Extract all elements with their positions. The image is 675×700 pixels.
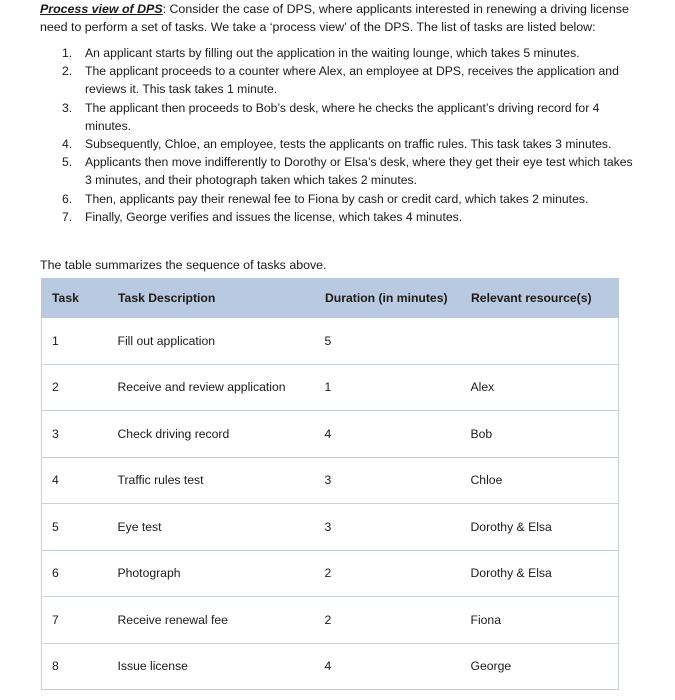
list-text: An applicant starts by filling out the application in the waiting lounge, which takes 5 minutes.	[85, 46, 580, 60]
list-item	[62, 135, 637, 153]
cell-task: 8	[42, 643, 108, 690]
table-row	[42, 318, 619, 365]
list-text: Then, applicants pay their renewal fee to Fiona by cash or credit card, which takes 2 minutes.	[85, 191, 589, 206]
table-row	[42, 504, 619, 551]
table-caption: The table summarizes the sequence of tasks above.	[40, 258, 327, 272]
cell-resource: Dorothy & Elsa	[461, 550, 619, 597]
cell-description: Receive renewal fee	[108, 597, 315, 644]
list-number: 4.	[62, 137, 73, 152]
cell-task: 1	[42, 318, 108, 365]
cell-description: Receive and review application	[108, 364, 315, 411]
cell-resource: Alex	[461, 364, 619, 411]
cell-description: Eye test	[108, 504, 315, 551]
table-row	[42, 364, 619, 411]
list-item	[62, 99, 637, 135]
cell-resource	[461, 318, 619, 365]
table-header-row	[42, 279, 619, 318]
cell-task: 2	[42, 364, 108, 411]
list-item	[62, 153, 637, 189]
cell-duration: 4	[315, 643, 461, 690]
intro-lead: Process view of DPS	[40, 2, 163, 16]
header-description: Task Description	[108, 279, 315, 318]
cell-description: Fill out application	[108, 318, 315, 365]
table-row	[42, 643, 619, 690]
list-number: 3.	[62, 100, 73, 115]
list-item	[62, 62, 637, 98]
list-item	[62, 44, 637, 62]
cell-description: Issue license	[108, 643, 315, 690]
task-table	[41, 278, 619, 690]
list-number: 6.	[62, 191, 73, 206]
cell-duration: 3	[315, 457, 461, 504]
table-row	[42, 411, 619, 458]
cell-duration: 2	[315, 597, 461, 644]
table-row	[42, 457, 619, 504]
cell-description: Photograph	[108, 550, 315, 597]
list-number: 2.	[62, 64, 73, 79]
cell-resource: George	[461, 643, 619, 690]
cell-resource: Dorothy & Elsa	[461, 504, 619, 551]
cell-duration: 2	[315, 550, 461, 597]
list-text: Finally, George verifies and issues the license, which takes 4 minutes.	[85, 209, 463, 224]
cell-duration: 3	[315, 504, 461, 551]
cell-task: 4	[42, 457, 108, 504]
list-number: 5.	[62, 155, 73, 170]
header-resource: Relevant resource(s)	[461, 279, 619, 318]
cell-duration: 1	[315, 364, 461, 411]
cell-task: 7	[42, 597, 108, 644]
cell-task: 3	[42, 411, 108, 458]
cell-description: Check driving record	[108, 411, 315, 458]
header-task: Task	[42, 279, 108, 318]
list-text: The applicant then proceeds to Bob’s desk, where he checks the applicant’s driving record for 4 minutes.	[85, 100, 600, 133]
table-row	[42, 550, 619, 597]
list-item	[62, 190, 637, 208]
cell-resource: Fiona	[461, 597, 619, 644]
list-number: 1.	[62, 46, 73, 60]
header-duration: Duration (in minutes)	[315, 279, 461, 318]
intro-text: : Consider the case of DPS, where applicants interested in renewing a driving license need to perform a set of tasks. We take a ‘process view’ of the DPS. The list of tasks are listed below:	[40, 2, 629, 34]
list-number: 7.	[62, 209, 73, 224]
list-text: Subsequently, Chloe, an employee, tests the applicants on traffic rules. This task takes 3 minutes.	[85, 137, 612, 152]
task-list	[62, 44, 637, 226]
cell-duration: 5	[315, 318, 461, 365]
list-text: The applicant proceeds to a counter where Alex, an employee at DPS, receives the application and reviews it. This task takes 1 minute.	[85, 64, 619, 97]
cell-task: 5	[42, 504, 108, 551]
cell-resource: Chloe	[461, 457, 619, 504]
cell-resource: Bob	[461, 411, 619, 458]
list-item	[62, 208, 637, 226]
cell-task: 6	[42, 550, 108, 597]
table-row	[42, 597, 619, 644]
list-text: Applicants then move indifferently to Dorothy or Elsa’s desk, where they get their eye test which takes 3 minutes, and their photograph taken which takes 2 minutes.	[85, 155, 633, 188]
intro-paragraph	[40, 0, 635, 36]
cell-description: Traffic rules test	[108, 457, 315, 504]
cell-duration: 4	[315, 411, 461, 458]
